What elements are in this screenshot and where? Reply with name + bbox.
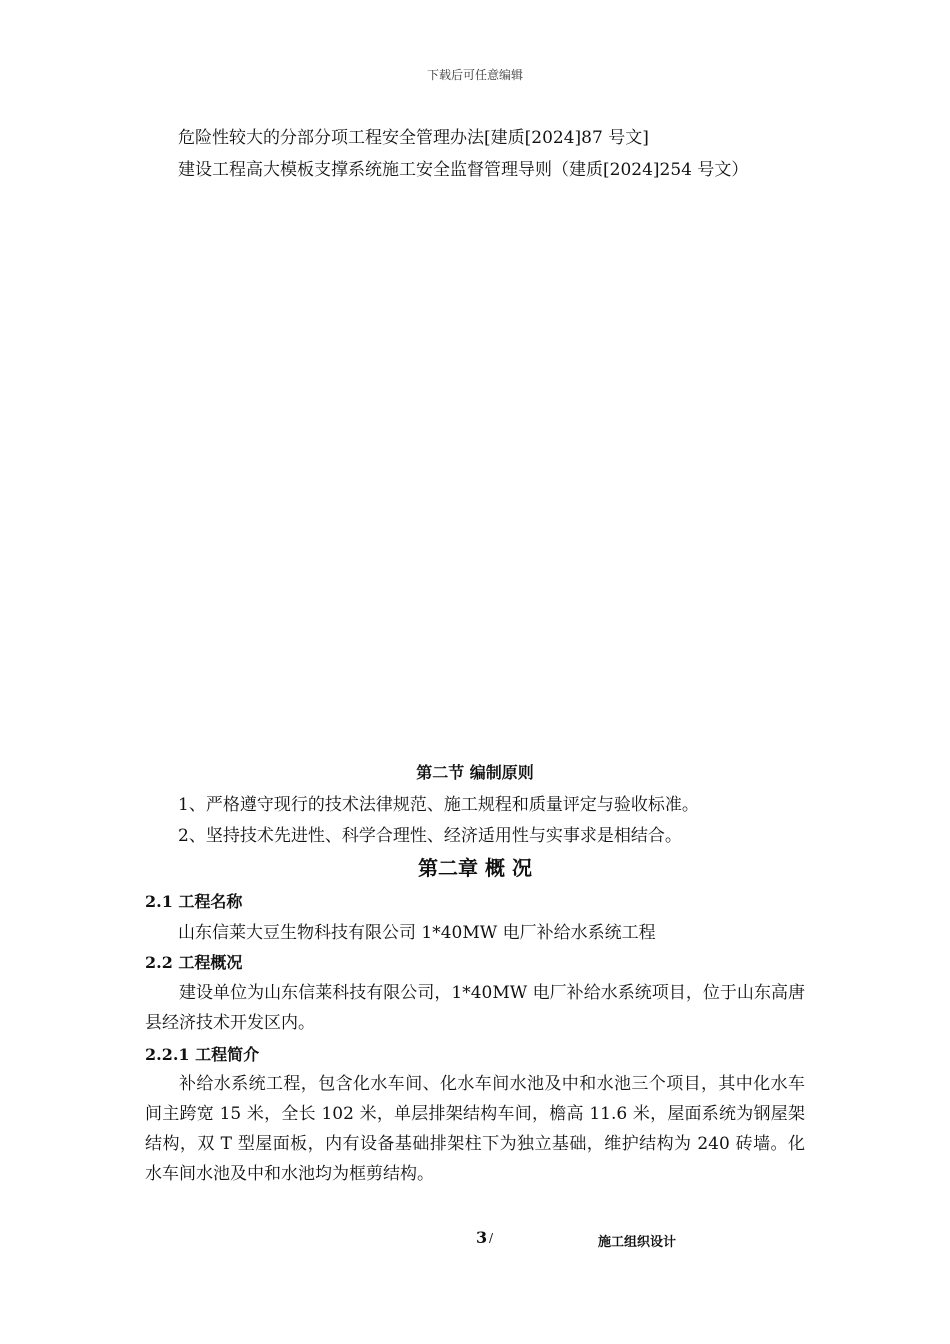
principle-item-2: 2、坚持技术先进性、科学合理性、经济适用性与实事求是相结合。 xyxy=(178,826,682,846)
principle-item-1: 1、严格遵守现行的技术法律规范、施工规程和质量评定与验收标准。 xyxy=(178,795,699,815)
section-title: 第二节 编制原则 xyxy=(416,763,534,782)
page-header: 下载后可任意编辑 xyxy=(426,68,523,82)
footer-doc-title: 施工组织设计 xyxy=(598,1235,677,1250)
chapter-title: 第二章 概 况 xyxy=(418,856,532,880)
footer-slash: / xyxy=(489,1231,494,1245)
reference-line-1: 危险性较大的分部分项工程安全管理办法[建质[2024]87 号文] xyxy=(178,128,649,148)
heading-2-2: 2.2 工程概况 xyxy=(145,953,243,972)
heading-2-1: 2.1 工程名称 xyxy=(145,892,243,911)
footer-page-number: 3 xyxy=(476,1228,488,1247)
intro-paragraph: 补给水系统工程，包含化水车间、化水车间水池及中和水池三个项目，其中化水车间主跨宽 15 米，全长 102 米，单层排架结构车间，檐高 11.6 米，屋面系统为钢屋架结构，双 T 型屋面板，内有设备基础排架柱下为独立基础，维护结构为 240 砖墙。化水车间水池及中和水池均为框剪结构。 xyxy=(145,1074,805,1184)
project-name-text: 山东信莱大豆生物科技有限公司 1*40MW 电厂补给水系统工程 xyxy=(178,923,656,943)
heading-2-2-1: 2.2.1 工程简介 xyxy=(145,1045,260,1064)
overview-paragraph: 建设单位为山东信莱科技有限公司，1*40MW 电厂补给水系统项目，位于山东高唐县经济技术开发区内。 xyxy=(145,983,805,1033)
reference-line-2: 建设工程高大模板支撑系统施工安全监督管理导则（建质[2024]254 号文） xyxy=(178,160,749,180)
